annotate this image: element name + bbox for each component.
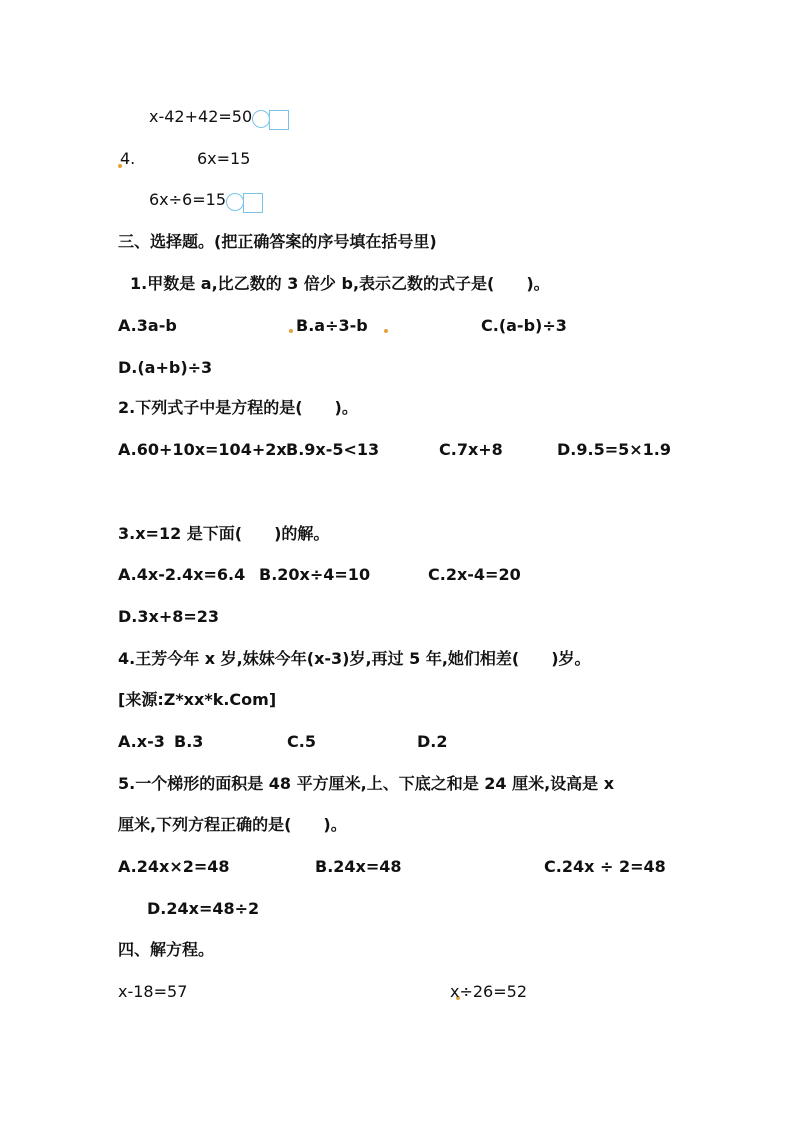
item-number: 4. <box>120 149 136 168</box>
question-text: 5.一个梯形的面积是 48 平方厘米,上、下底之和是 24 厘米,设高是 x <box>118 774 615 793</box>
equation-line <box>149 190 263 213</box>
option-a[interactable]: A.3a-b <box>118 316 177 335</box>
answer-box[interactable] <box>243 193 263 213</box>
equation-text: 6x=15 <box>197 149 251 168</box>
answer-box[interactable] <box>269 110 289 130</box>
mark-dot <box>289 329 293 333</box>
option-d[interactable]: D.9.5=5×1.9 <box>557 440 671 459</box>
source-note: [来源:Z*xx*k.Com] <box>118 690 277 709</box>
equation-text: x÷26=52 <box>450 982 527 1001</box>
answer-circle[interactable] <box>252 110 270 128</box>
question-text: 厘米,下列方程正确的是( )。 <box>118 815 347 834</box>
answer-circle[interactable] <box>226 193 244 211</box>
option-b[interactable]: B.9x-5<13 <box>286 440 380 459</box>
section-heading: 三、选择题。(把正确答案的序号填在括号里) <box>118 232 437 251</box>
option-c[interactable]: C.2x-4=20 <box>428 565 521 584</box>
option-b[interactable]: B.24x=48 <box>315 857 402 876</box>
equation-text: x-18=57 <box>118 982 188 1001</box>
option-a[interactable]: A.24x×2=48 <box>118 857 230 876</box>
option-b[interactable]: B.3 <box>174 732 204 751</box>
equation-text: x-42+42=50 <box>149 107 253 126</box>
option-c[interactable]: C.7x+8 <box>439 440 503 459</box>
section-heading: 四、解方程。 <box>118 940 215 959</box>
option-b[interactable]: B.a÷3-b <box>296 316 368 335</box>
option-d[interactable]: D.3x+8=23 <box>118 607 220 626</box>
option-a[interactable]: A.60+10x=104+2x <box>118 440 287 459</box>
question-text: 1.甲数是 a,比乙数的 3 倍少 b,表示乙数的式子是( )。 <box>130 274 550 293</box>
mark-dot <box>384 329 388 333</box>
question-text: 4.王芳今年 x 岁,妹妹今年(x-3)岁,再过 5 年,她们相差( )岁。 <box>118 649 591 668</box>
equation-text: 6x÷6=15 <box>149 190 226 209</box>
question-text: 3.x=12 是下面( )的解。 <box>118 524 330 543</box>
option-d[interactable]: D.(a+b)÷3 <box>118 358 213 377</box>
question-text: 2.下列式子中是方程的是( )。 <box>118 398 358 417</box>
option-a[interactable]: A.4x-2.4x=6.4 <box>118 565 246 584</box>
equation-line <box>149 107 289 130</box>
option-b[interactable]: B.20x÷4=10 <box>259 565 371 584</box>
option-d[interactable]: D.2 <box>417 732 448 751</box>
option-a[interactable]: A.x-3 <box>118 732 165 751</box>
option-c[interactable]: C.5 <box>287 732 316 751</box>
option-c[interactable]: C.24x ÷ 2=48 <box>544 857 666 876</box>
option-c[interactable]: C.(a-b)÷3 <box>481 316 567 335</box>
option-d[interactable]: D.24x=48÷2 <box>147 899 260 918</box>
